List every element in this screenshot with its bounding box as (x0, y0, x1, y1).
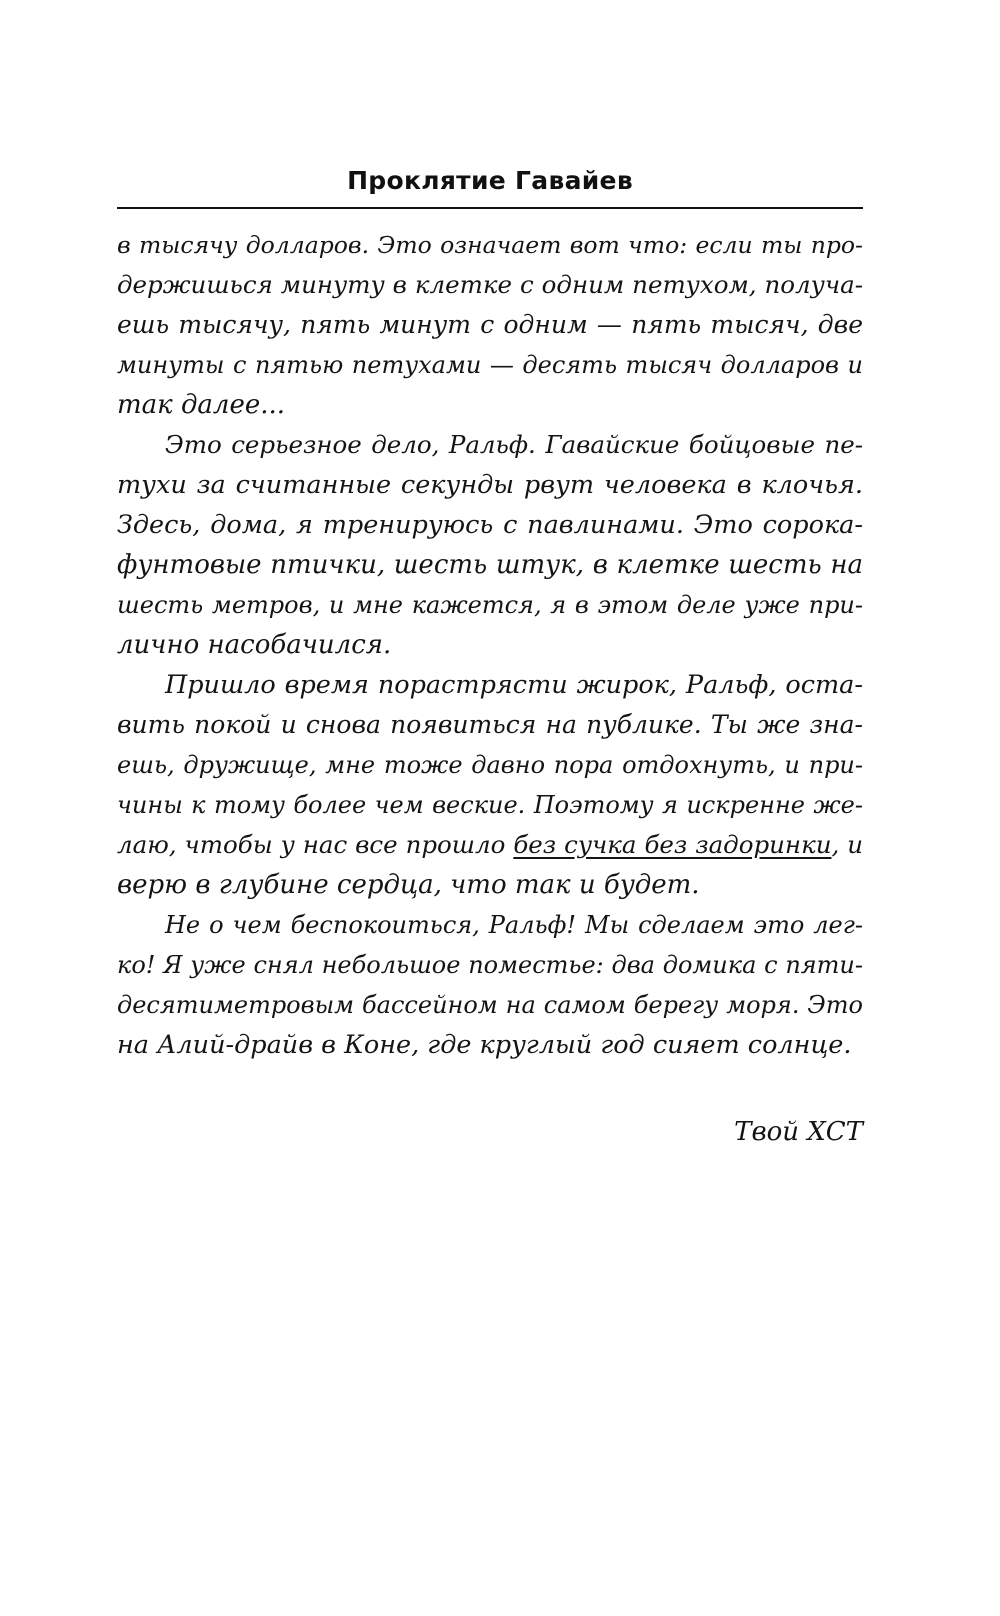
text-segment: , и (831, 830, 864, 859)
text-line: Здесь, дома, я тренируюсь с павлинами. Это сорока- (117, 510, 863, 540)
text-line: фунтовые птички, шесть штук, в клетке шесть на (117, 550, 863, 580)
text-line: шесть метров, и мне кажется, я в этом деле уже при- (117, 591, 863, 619)
signature: Твой ХСТ (734, 1117, 863, 1147)
text-line: верю в глубине сердца, что так и будет. (117, 870, 700, 900)
paragraph-1 (117, 225, 863, 425)
text-line: минуты с пятью петухами — десять тысяч долларов и (117, 351, 863, 379)
text-line: ко! Я уже снял небольшое поместье: два домика с пяти- (117, 951, 863, 979)
text-line: вить покой и снова появиться на публике. Ты же зна- (117, 710, 863, 739)
text-line: Не о чем беспокоиться, Ральф! Мы сделаем это лег- (165, 911, 863, 939)
paragraph-2 (117, 425, 863, 665)
text-line: десятиметровым бассейном на самом берегу моря. Это (117, 991, 863, 1019)
text-line: ешь тысячу, пять минут с одним — пять тысяч, две (117, 310, 863, 339)
text-line: Пришло время порастрясти жирок, Ральф, оста- (165, 670, 863, 700)
text-line: Это серьезное дело, Ральф. Гавайские бойцовые пе- (165, 430, 863, 459)
text-line: на Алий-драйв в Коне, где круглый год сияет солнце. (117, 1030, 852, 1060)
text-line: в тысячу долларов. Это означает вот что: если ты про- (117, 231, 863, 259)
text-line: тухи за считанные секунды рвут человека в клочья. (117, 470, 863, 500)
text-line-with-underline (117, 825, 863, 865)
paragraph-3 (117, 665, 863, 905)
text-line: ешь, дружище, мне тоже давно пора отдохнуть, и при- (117, 751, 863, 779)
text-line: так далее... (117, 390, 286, 420)
underlined-phrase: без сучка без задоринки (513, 830, 832, 859)
running-title: Проклятие Гавайев (347, 166, 633, 195)
text-segment: лаю, чтобы у нас все прошло (117, 830, 514, 859)
text-line: держишься минуту в клетке с одним петухом, получа- (117, 270, 863, 299)
header-rule (117, 207, 863, 209)
paragraph-4 (117, 905, 863, 1065)
body-text (117, 225, 863, 1065)
text-line: чины к тому более чем веские. Поэтому я искренне же- (117, 791, 863, 819)
text-line: лично насобачился. (117, 630, 392, 660)
